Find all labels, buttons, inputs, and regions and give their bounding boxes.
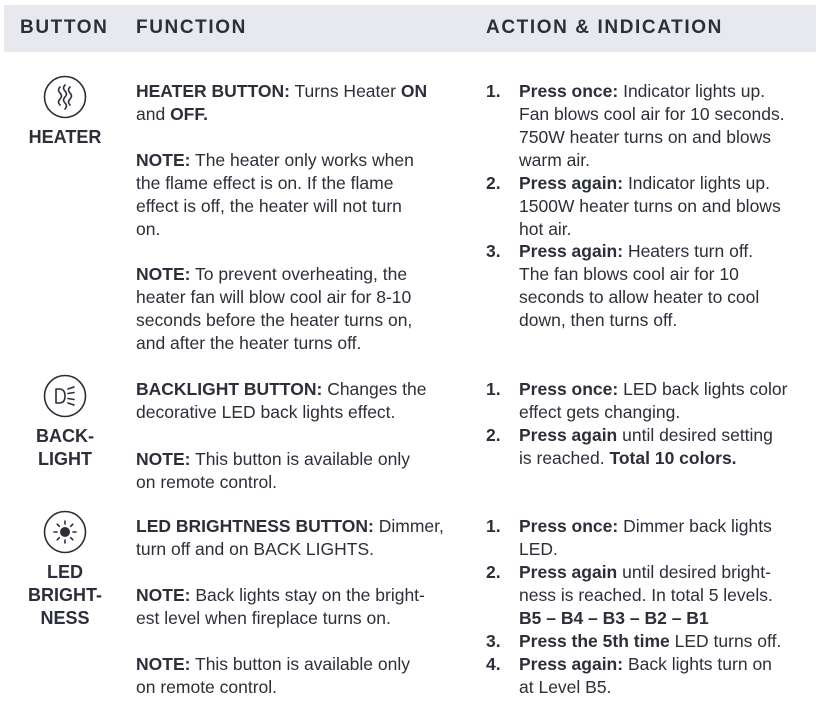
header-function: FUNCTION — [136, 17, 247, 38]
header-button: BUTTON — [20, 17, 109, 38]
brightness-label: LED BRIGHT- NESS — [28, 562, 102, 628]
heater-note-1: NOTE: The heater only works when the flame effect is on. If the flame effect is off, the heater will not turn on. — [136, 150, 414, 239]
brightness-note-2: NOTE: This button is available only on remote control. — [136, 654, 410, 697]
backlight-note: NOTE: This button is available only on remote control. — [136, 449, 410, 492]
backlight-label: BACK- LIGHT — [36, 426, 94, 469]
heater-note-2: NOTE: To prevent overheating, the heater fan will blow cool air for 8-10 seconds before the heater turns on, and after the heater turns off. — [136, 264, 413, 353]
heater-label: HEATER — [28, 127, 102, 147]
heat-waves-icon[interactable] — [43, 75, 87, 119]
backlight-function: BACKLIGHT BUTTON: Changes the decorative LED back lights effect. — [136, 379, 427, 422]
heater-function: HEATER BUTTON: Turns Heater ON and OFF. — [136, 81, 428, 124]
brightness-note-1: NOTE: Back lights stay on the bright- est level when fireplace turns on. — [136, 585, 425, 628]
header-action: ACTION & INDICATION — [486, 17, 723, 38]
brightness-function: LED BRIGHTNESS BUTTON: Dimmer, turn off and on BACK LIGHTS. — [136, 516, 444, 559]
sun-icon[interactable] — [43, 510, 87, 554]
headlight-icon[interactable] — [43, 374, 87, 418]
